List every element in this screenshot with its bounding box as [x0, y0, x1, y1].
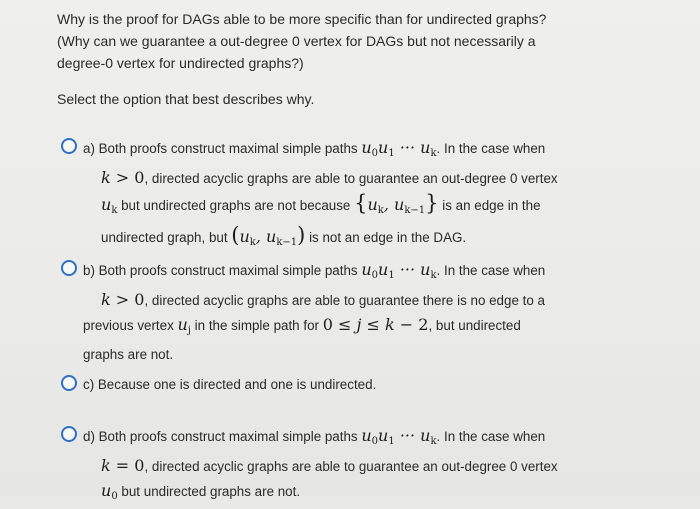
option-a-after-path: . In the case when [436, 141, 546, 156]
option-a-label: a) Both proofs construct maximal simple paths [83, 141, 358, 156]
option-b-text: b) Both proofs construct maximal simple paths $u_0u_1$ ··· $u_k$. In the case when k > 0, directed acyclic graphs are able to guarantee there is no edge to a previous vertex $u_j$ in the simple path for 0 ≤ j ≤ k − 2, but undirected graphs are not. [83, 258, 643, 367]
option-a-radio[interactable] [61, 138, 77, 154]
option-b-radio[interactable] [61, 260, 77, 276]
condition-math: k [101, 168, 111, 187]
option-d-line3: but undirected graphs are not. [117, 484, 301, 499]
option-d-text: d) Both proofs construct maximal simple paths $u_0u_1$ ··· $u_k$. In the case when k = 0, directed acyclic graphs are able to guarantee an out-degree 0 vertex $u_0$ but undirected graphs are not. [83, 426, 558, 502]
option-b-label: b) Both proofs construct maximal simple paths [83, 263, 358, 278]
option-a-line3: but undirected graphs are not because [117, 198, 355, 213]
option-d-label: d) Both proofs construct maximal simple paths [83, 429, 358, 444]
option-d-after-path: . In the case when [436, 429, 546, 444]
option-a-line4: undirected graph, but [101, 230, 232, 245]
question-line-1: Why is the proof for DAGs able to be more specific than for undirected graphs? [57, 11, 547, 27]
option-d-line2: , directed acyclic graphs are able to guarantee an out-degree 0 vertex [144, 459, 558, 474]
option-c-label: c) Because one is directed and one is undirected. [83, 377, 377, 392]
option-b-line3: previous vertex [83, 318, 178, 333]
option-d-radio[interactable] [61, 426, 77, 442]
option-c-radio[interactable] [61, 375, 77, 391]
option-a-text: a) Both proofs construct maximal simple paths $u_0u_1$ ··· $u_k$. In the case when k > 0, directed acyclic graphs are able to guarantee an out-degree 0 vertex $u_k$ but undirected graphs are not because {$u_k$, $u_{k-1}$} is an edge in the undirected graph, but ($u_k$, $u_{k-1}$) is not an edge in the DAG. [83, 138, 558, 248]
option-a-line2: , directed acyclic graphs are able to guarantee an out-degree 0 vertex [144, 171, 558, 186]
option-a-line3-end: is an edge in the [438, 198, 541, 213]
option-b-line4: graphs are not. [83, 347, 174, 362]
option-b-line3-mid: in the simple path for [190, 318, 323, 333]
option-a-line4-end: is not an edge in the DAG. [305, 230, 467, 245]
option-b-line3-end: , but undirected [428, 318, 521, 333]
path-math: $u_0u_1$ ··· $u_k$ [361, 138, 437, 159]
instruction-text: Select the option that best describes why. [57, 91, 315, 107]
option-b-after-path: . In the case when [436, 263, 546, 278]
option-c-text [83, 373, 643, 397]
question-text [57, 8, 657, 74]
question-line-3: degree-0 vertex for undirected graphs?) [57, 55, 304, 71]
question-line-2: (Why can we guarantee a out-degree 0 vertex for DAGs but not necessarily a [57, 33, 536, 49]
option-b-line2: , directed acyclic graphs are able to guarantee there is no edge to a [144, 293, 545, 308]
